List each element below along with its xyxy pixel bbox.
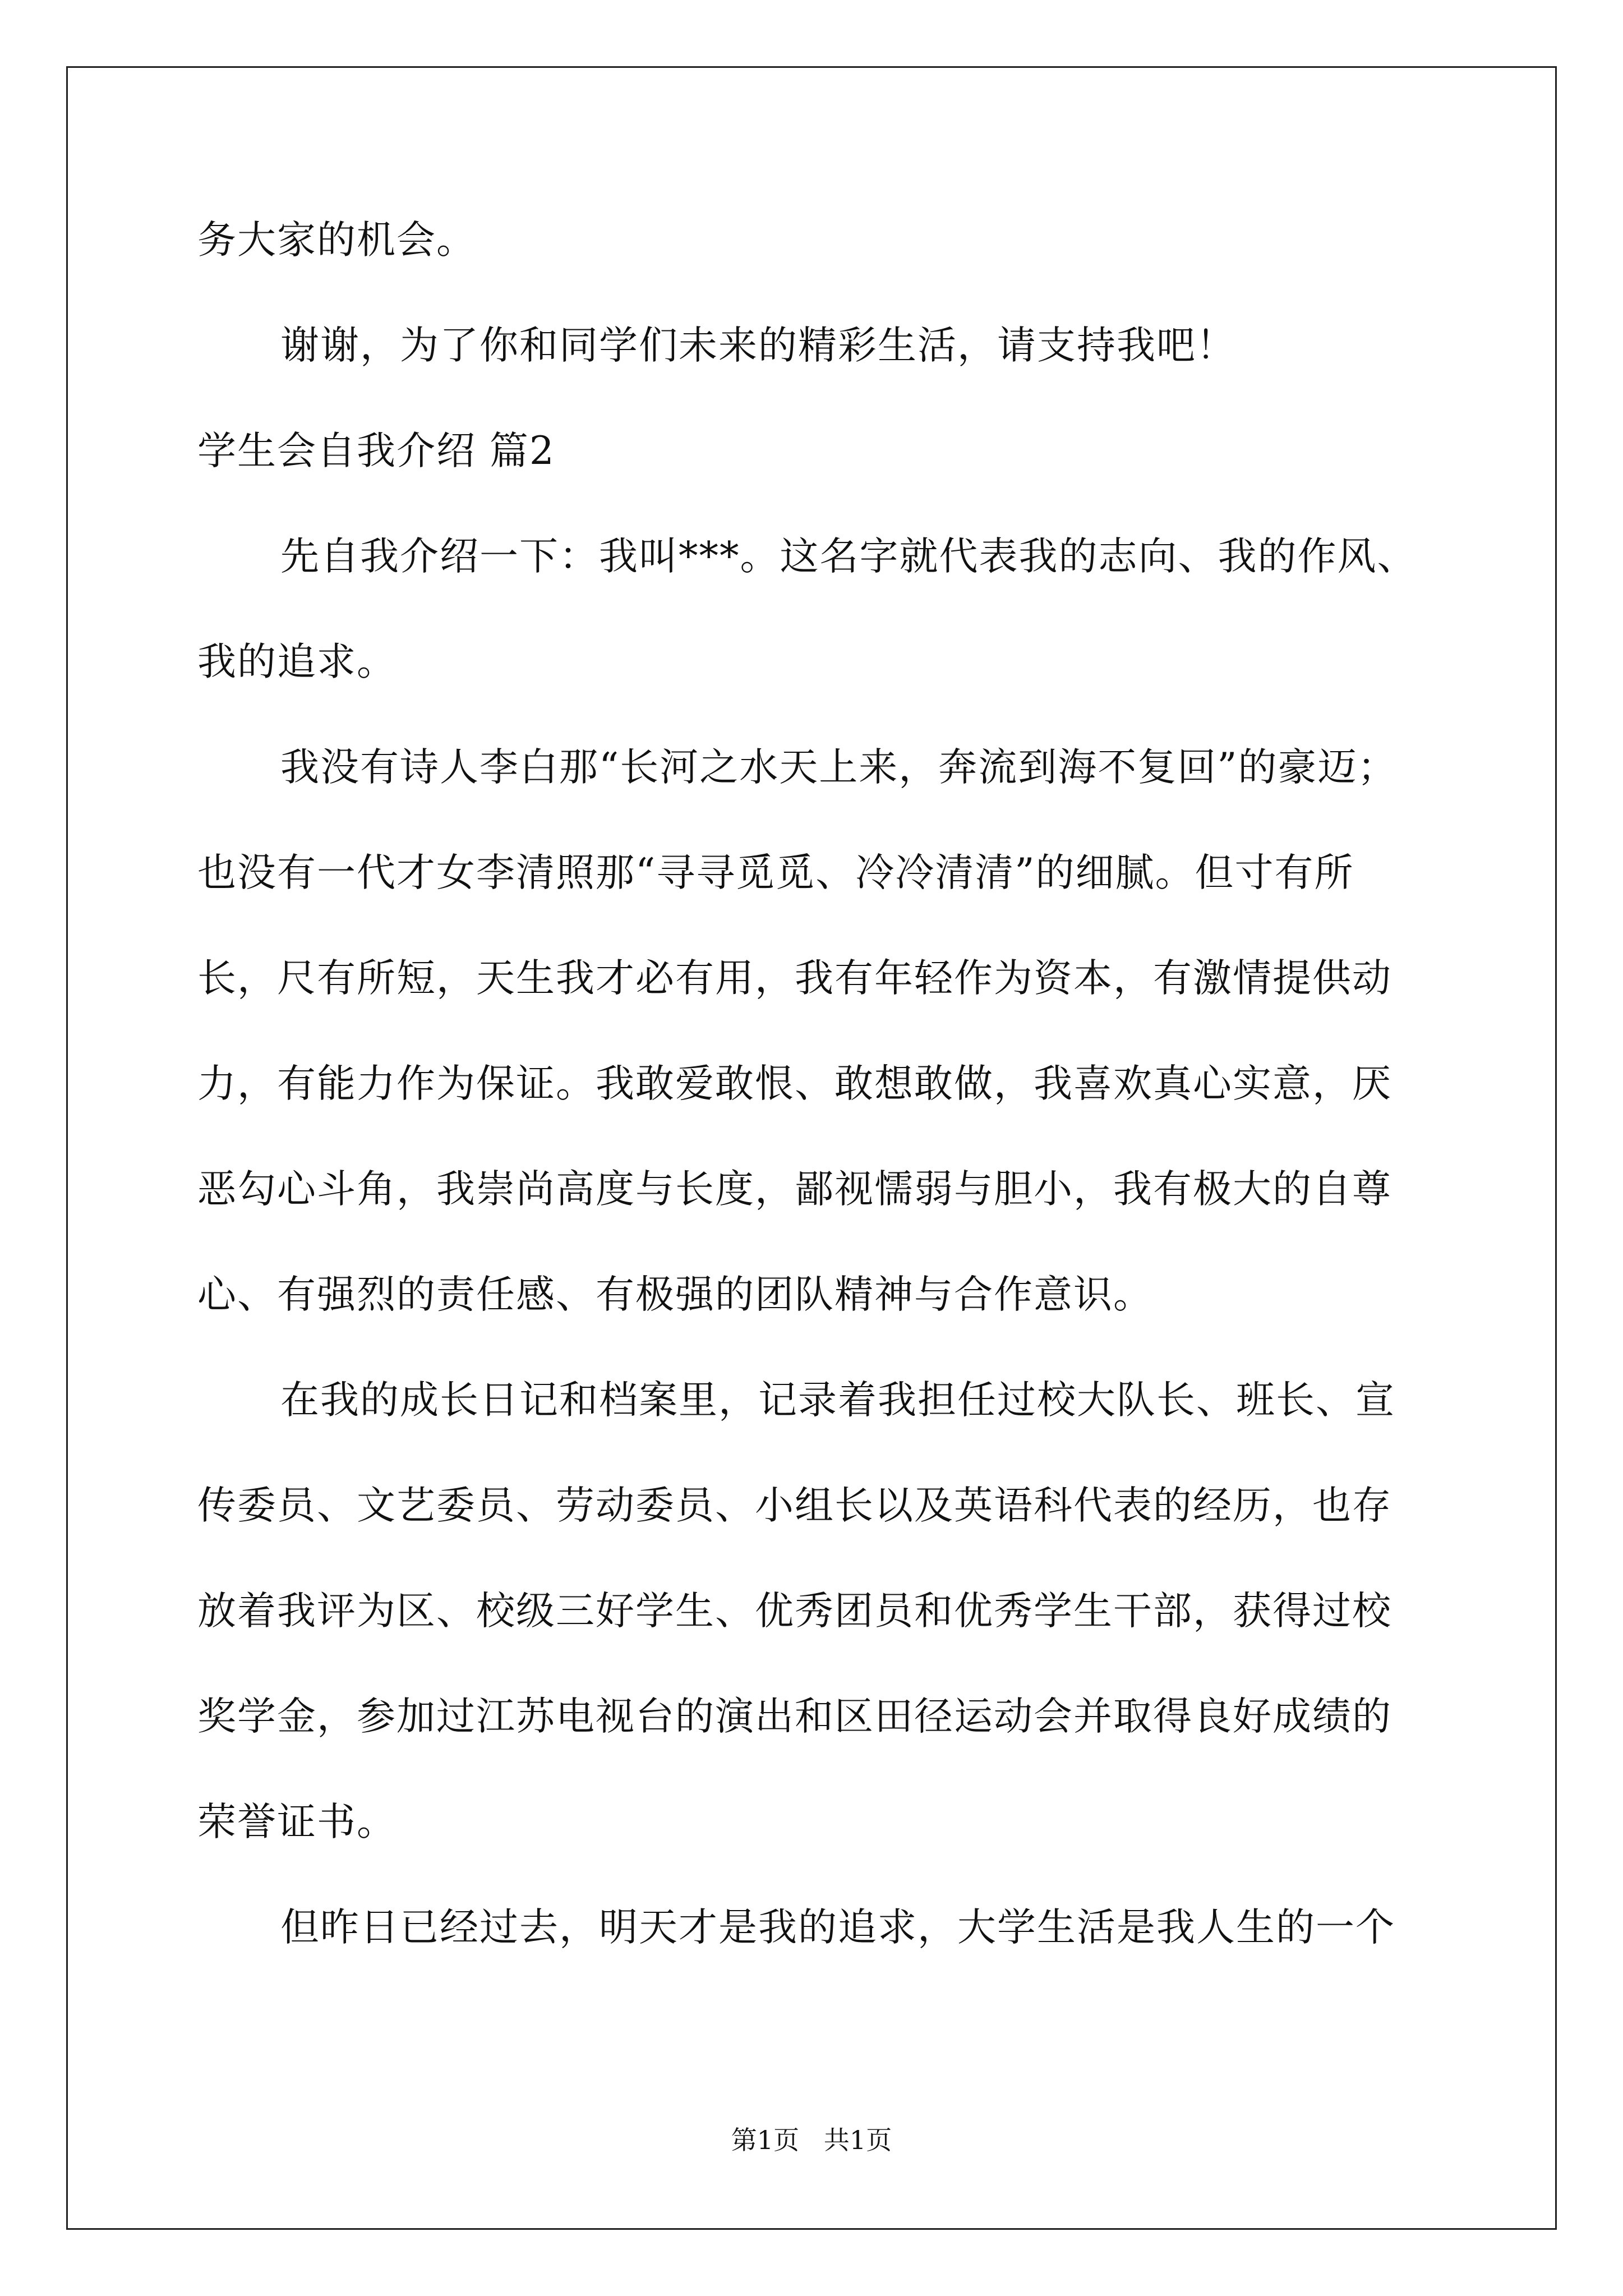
paragraph-line: 奖学金，参加过江苏电视台的演出和区田径运动会并取得良好成绩的 <box>197 1694 1392 1739</box>
paragraph-line: 谢谢，为了你和同学们未来的精彩生活，请支持我吧！ <box>280 323 1236 368</box>
paragraph-line: 先自我介绍一下：我叫***。这名字就代表我的志向、我的作风、 <box>280 534 1417 579</box>
paragraph-line: 心、有强烈的责任感、有极强的团队精神与合作意识。 <box>197 1272 1153 1317</box>
paragraph-line: 但昨日已经过去，明天才是我的追求，大学生活是我人生的一个 <box>280 1905 1395 1950</box>
paragraph-line: 放着我评为区、校级三好学生、优秀团员和优秀学生干部，获得过校 <box>197 1589 1392 1634</box>
paragraph-line: 我的追求。 <box>197 639 396 684</box>
paragraph-line: 在我的成长日记和档案里，记录着我担任过校大队长、班长、宣 <box>280 1378 1395 1423</box>
paragraph-line: 荣誉证书。 <box>197 1800 396 1844</box>
paragraph-line: 我没有诗人李白那“长河之水天上来，奔流到海不复回”的豪迈； <box>280 745 1398 790</box>
paragraph-line: 也没有一代才女李清照那“寻寻觅觅、冷冷清清”的细腻。但寸有所 <box>197 850 1354 895</box>
paragraph-line: 恶勾心斗角，我崇尚高度与长度，鄙视懦弱与胆小，我有极大的自尊 <box>197 1167 1392 1212</box>
paragraph-line: 长，尺有所短，天生我才必有用，我有年轻作为资本，有激情提供动 <box>197 956 1392 1001</box>
paragraph-line: 务大家的机会。 <box>197 218 476 263</box>
page-footer: 第1页 共1页 <box>731 2125 892 2155</box>
paragraph-line: 传委员、文艺委员、劳动委员、小组长以及英语科代表的经历，也存 <box>197 1483 1392 1528</box>
paragraph-line: 力，有能力作为保证。我敢爱敢恨、敢想敢做，我喜欢真心实意，厌 <box>197 1061 1392 1106</box>
section-heading: 学生会自我介绍 篇2 <box>197 429 555 473</box>
